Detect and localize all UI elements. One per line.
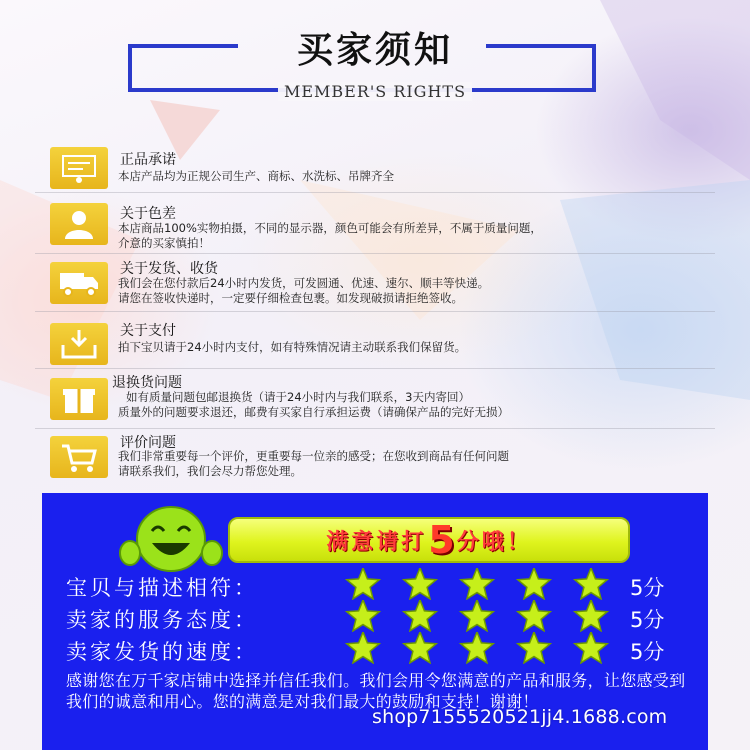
- notice-authentic: [50, 147, 740, 189]
- person-icon: [50, 203, 108, 245]
- notice-text: 拍下宝贝请于24小时内支付，如有特殊情况请主动联系我们保留货。: [118, 340, 467, 354]
- star-rating: [340, 600, 614, 632]
- star-icon: [511, 600, 557, 632]
- notice-returns: [50, 375, 740, 420]
- star-icon: [511, 632, 557, 664]
- star-icon: [511, 568, 557, 600]
- star-icon: [340, 568, 386, 600]
- star-icon: [397, 600, 443, 632]
- star-icon: [340, 632, 386, 664]
- notice-shipping: [50, 262, 740, 304]
- star-icon: [568, 568, 614, 600]
- notice-title: 评价问题: [120, 435, 176, 451]
- star-icon: [454, 568, 500, 600]
- notice-title: 退换货问题: [112, 375, 182, 391]
- star-icon: [397, 632, 443, 664]
- notice-reviews: [50, 436, 740, 478]
- divider: [35, 253, 715, 254]
- divider: [35, 311, 715, 312]
- rating-label: 卖家的服务态度：: [66, 608, 258, 632]
- notice-title: 关于色差: [120, 206, 176, 222]
- cart-icon: [50, 436, 108, 478]
- notice-text: 我们会在您付款后24小时内发货，可发圆通、优速、速尔、顺丰等快递。 请您在签收快递时，一定要仔细检查包裹。如发现破损请拒绝签收。: [118, 276, 490, 305]
- star-icon: [454, 600, 500, 632]
- notice-title: 关于发货、收货: [120, 261, 218, 277]
- notice-text: 如有质量问题包邮退换货（请于24小时内与我们联系，3天内寄回） 质量外的问题要求退还，邮费有买家自行承担运费（请确保产品的完好无损）: [118, 390, 509, 419]
- rating-label: 宝贝与描述相符：: [66, 576, 258, 600]
- star-icon: [340, 600, 386, 632]
- notice-payment: [50, 323, 740, 365]
- rating-score: 5分: [630, 576, 665, 600]
- star-icon: [568, 632, 614, 664]
- divider: [35, 192, 715, 193]
- notice-text: 本店产品均为正规公司生产、商标、水洗标、吊牌齐全: [118, 169, 394, 183]
- rating-score: 5分: [630, 608, 665, 632]
- rating-banner: 满意请打 5 分哦！: [228, 517, 630, 563]
- certificate-icon: [50, 147, 108, 189]
- notice-title: 关于支付: [120, 323, 176, 339]
- notice-text: 我们非常重要每一个评价，更重要每一位亲的感受；在您收到商品有任何问题 请联系我们，我们会尽力帮您处理。: [118, 449, 509, 478]
- star-rating: [340, 568, 614, 600]
- star-rating: [340, 632, 614, 664]
- star-icon: [454, 632, 500, 664]
- divider: [35, 428, 715, 429]
- page-title: 买家须知: [296, 30, 453, 71]
- shop-url-watermark: shop7155520521jj4.1688.com: [372, 706, 668, 728]
- notice-color-difference: [50, 203, 740, 250]
- gift-box-icon: [50, 378, 108, 420]
- rating-score: 5分: [630, 640, 665, 664]
- page-subtitle: MEMBER'S RIGHTS: [0, 82, 750, 101]
- download-box-icon: [50, 323, 108, 365]
- laughing-smiley-icon: [116, 503, 226, 575]
- divider: [35, 368, 715, 369]
- thank-you-message: 感谢您在万千家店铺中选择并信任我们。我们会用令您满意的产品和服务，让您感受到我们的诚意和用心。您的满意是对我们最大的鼓励和支持！谢谢！: [66, 671, 686, 711]
- notice-title: 正品承诺: [120, 152, 176, 168]
- rating-label: 卖家发货的速度：: [66, 640, 258, 664]
- notice-text: 本店商品100%实物拍摄，不同的显示器，颜色可能会有所差异，不属于质量问题， 介意的买家慎拍！: [118, 221, 542, 250]
- star-icon: [568, 600, 614, 632]
- truck-icon: [50, 262, 108, 304]
- star-icon: [397, 568, 443, 600]
